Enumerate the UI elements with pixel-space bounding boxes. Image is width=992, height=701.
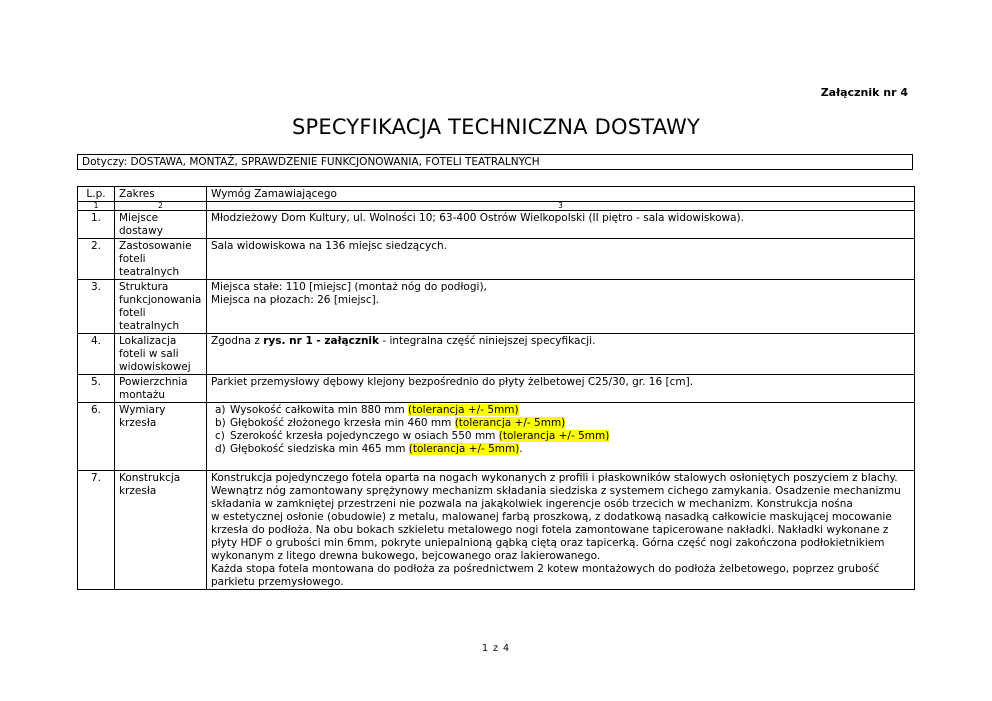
row-requirement (207, 334, 915, 375)
requirement-line: Miejsca stałe: 110 [miejsc] (montaż nóg do podłogi), (211, 281, 487, 293)
dimension-text: Głębokość złożonego krzesła min 460 mm (230, 417, 455, 429)
row-scope: Zastosowanie foteli teatralnych (115, 239, 207, 280)
table-row (78, 334, 915, 375)
subject-box: Dotyczy: DOSTAWA, MONTAŻ, SPRAWDZENIE FUNKCJONOWANIA, FOTELI TEATRALNYCH (77, 154, 913, 170)
row-scope: Wymiary krzesła (115, 403, 207, 471)
requirement-line: krzesła do podłoża. Na obu bokach szkieletu metalowego nogi fotela zamontowane tapicerowane nakładki. Nakładki wykonane z (211, 524, 889, 536)
tolerance-highlight: (tolerancja +/- 5mm) (454, 417, 566, 429)
dimension-list (211, 404, 910, 456)
table-row (78, 403, 915, 471)
list-item (211, 430, 910, 443)
requirement-line: Wewnątrz nóg zamontowany sprężynowy mechanizm składania siedziska z systemem cichego zamykania. Osadzenie mechanizmu (211, 485, 901, 497)
list-marker: c) (215, 430, 225, 442)
table-row (78, 280, 915, 334)
dimension-tail: . (519, 443, 523, 455)
header-requirement: Wymóg Zamawiającego (207, 187, 915, 202)
table-row (78, 375, 915, 403)
row-lp: 2. (78, 239, 115, 280)
table-row (78, 239, 915, 280)
row-lp: 7. (78, 471, 115, 590)
list-item (211, 443, 910, 456)
row-requirement: Parkiet przemysłowy dębowy klejony bezpośrednio do płyty żelbetowej C25/30, gr. 16 [cm]. (207, 375, 915, 403)
requirement-line: parkietu przemysłowego. (211, 576, 344, 588)
list-item (211, 404, 910, 417)
row-scope: Miejsce dostawy (115, 211, 207, 239)
requirement-line: Miejsca na płozach: 26 [miejsc]. (211, 294, 380, 306)
column-number: 1 (78, 202, 115, 211)
list-item (211, 417, 910, 430)
drawing-reference: rys. nr 1 - załącznik (263, 335, 380, 347)
list-marker: a) (215, 404, 226, 416)
requirement-line: Każda stopa fotela montowana do podłoża za pośrednictwem 2 kotew montażowych do podłoża żelbetowego, poprzez grubość (211, 563, 880, 575)
table-header-row (78, 187, 915, 202)
specification-table (77, 186, 915, 590)
row-lp: 6. (78, 403, 115, 471)
dimension-text: Wysokość całkowita min 880 mm (230, 404, 409, 416)
row-lp: 4. (78, 334, 115, 375)
row-scope: Powierzchnia montażu (115, 375, 207, 403)
table-row (78, 471, 915, 590)
list-marker: d) (215, 443, 226, 455)
tolerance-highlight: (tolerancja +/- 5mm) (408, 404, 519, 416)
row-lp: 5. (78, 375, 115, 403)
row-requirement (207, 471, 915, 590)
row-lp: 1. (78, 211, 115, 239)
requirement-line: w estetycznej osłonie (obudowie) z metalu, malowanej farbą proszkową, z dodatkową nasadką całkowicie maskującej mocowanie (211, 511, 892, 523)
row-requirement (207, 403, 915, 471)
requirement-text: - integralna część niniejszej specyfikacji. (379, 335, 596, 347)
requirement-line: Konstrukcja pojedynczego fotela oparta na nogach wykonanych z profili i płaskowników stalowych osłoniętych poszyciem z blachy. (211, 472, 898, 484)
tolerance-highlight: (tolerancja +/- 5mm) (498, 430, 610, 442)
dimension-text: Szerokość krzesła pojedynczego w osiach 550 mm (230, 430, 499, 442)
row-requirement (207, 280, 915, 334)
requirement-text: Zgodna z (211, 335, 264, 347)
tolerance-highlight: (tolerancja +/- 5mm) (408, 443, 520, 455)
page-number: 1 z 4 (481, 643, 511, 654)
row-requirement: Sala widowiskowa na 136 miejsc siedzących. (207, 239, 915, 280)
row-scope: Konstrukcja krzesła (115, 471, 207, 590)
document-title: SPECYFIKACJA TECHNICZNA DOSTAWY (291, 115, 701, 139)
header-lp: L.p. (78, 187, 115, 202)
table-row (78, 211, 915, 239)
row-lp: 3. (78, 280, 115, 334)
column-number-row (78, 202, 915, 211)
row-scope: Lokalizacja foteli w sali widowiskowej (115, 334, 207, 375)
list-marker: b) (215, 417, 226, 429)
header-scope: Zakres (115, 187, 207, 202)
row-requirement: Młodzieżowy Dom Kultury, ul. Wolności 10; 63-400 Ostrów Wielkopolski (II piętro - sala widowiskowa). (207, 211, 915, 239)
requirement-line: płyty HDF o grubości min 6mm, pokryte uniepalnioną gąbką ciętą oraz tapicerką. Górna część nogi zakończona podłokietnikiem (211, 537, 885, 549)
column-number: 2 (115, 202, 207, 211)
requirement-line: składania w zamkniętej przestrzeni nie pozwala na jakąkolwiek ingerencje osób trzecich w mechanizm. Konstrukcja nośna (211, 498, 853, 510)
requirement-line: wykonanym z litego drewna bukowego, bejcowanego oraz lakierowanego. (211, 550, 601, 562)
column-number: 3 (207, 202, 915, 211)
annex-label: Załącznik nr 4 (820, 86, 908, 99)
row-scope: Struktura funkcjonowania foteli teatralnych (115, 280, 207, 334)
dimension-text: Głębokość siedziska min 465 mm (230, 443, 409, 455)
